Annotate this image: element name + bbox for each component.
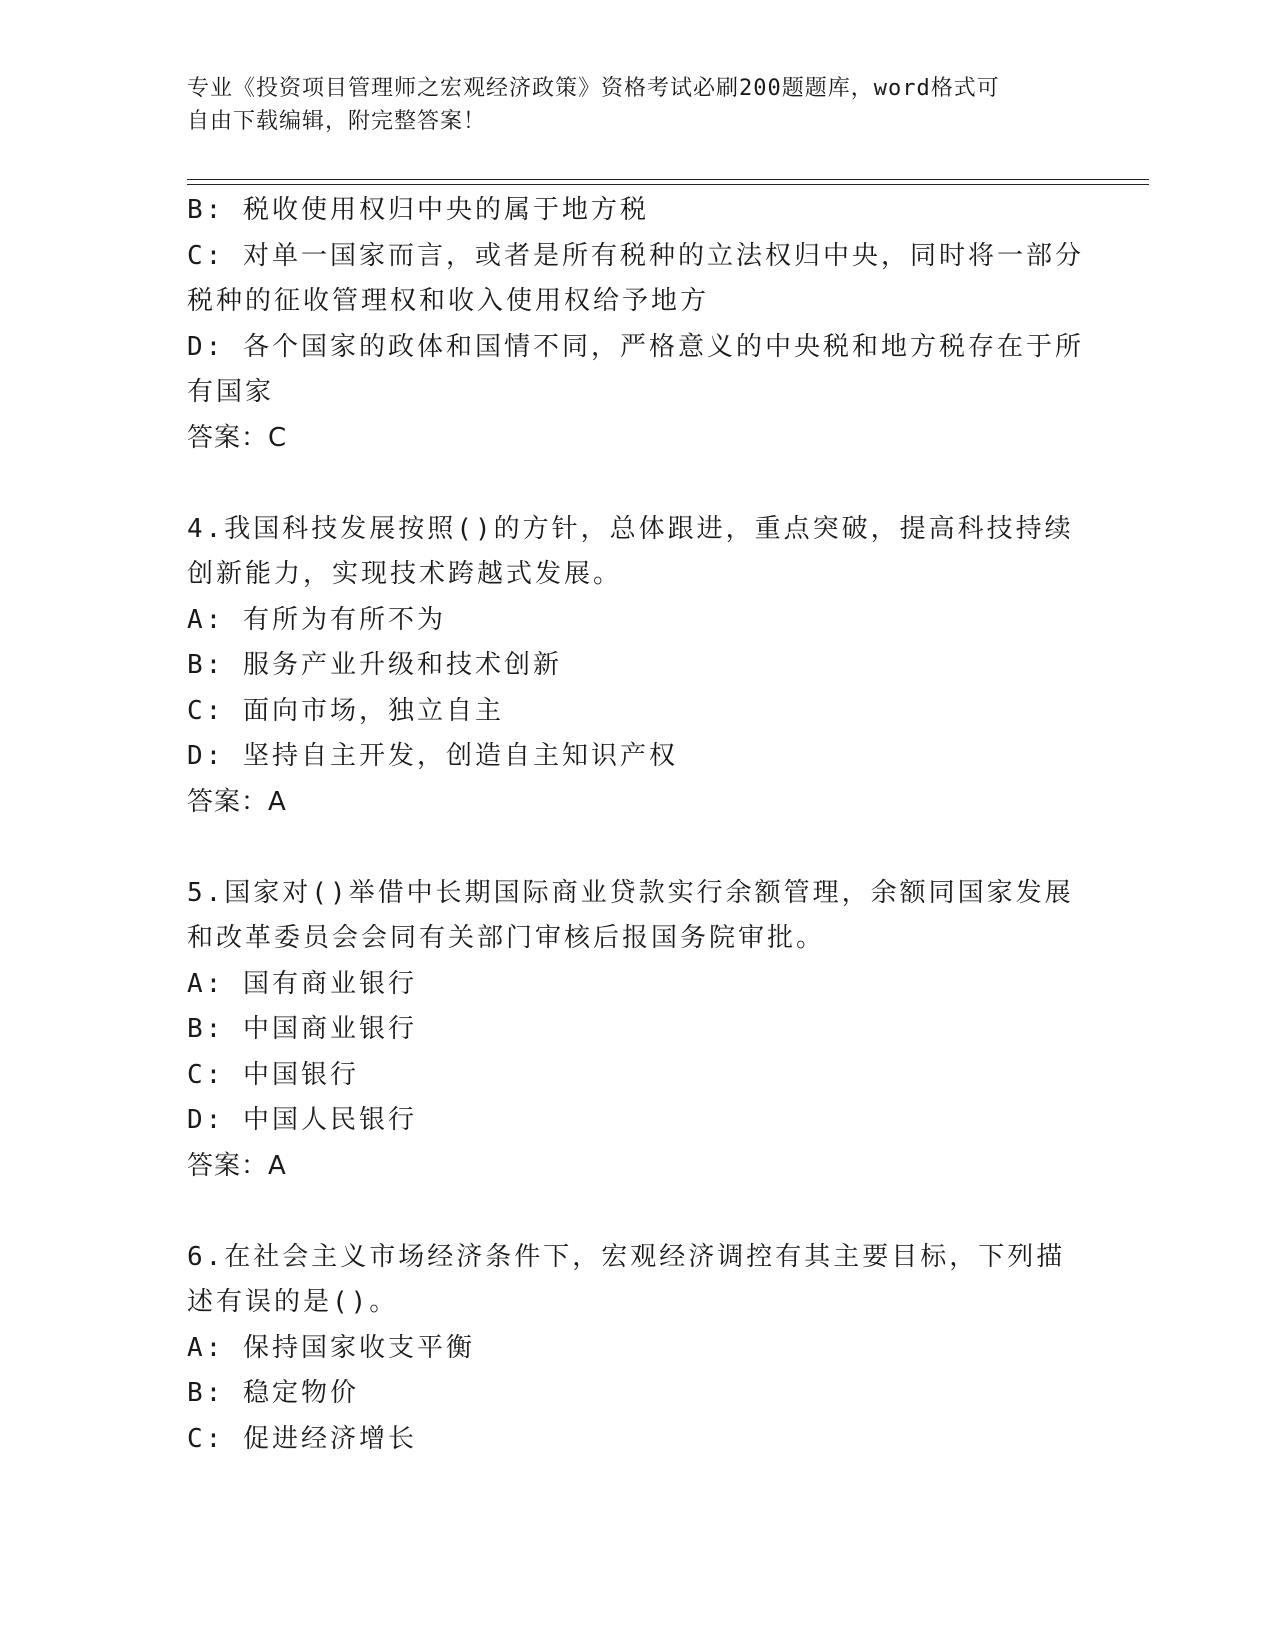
question-stem: 5.国家对()举借中长期国际商业贷款实行余额管理，余额同国家发展 <box>187 877 1074 908</box>
question-6 <box>187 1235 1087 1463</box>
option-b: B: 税收使用权归中央的属于地方税 <box>187 195 649 225</box>
option-b: B: 中国商业银行 <box>187 1014 417 1044</box>
option-d: D: 中国人民银行 <box>187 1105 417 1135</box>
document-header <box>187 72 1087 138</box>
spacer <box>187 825 1087 871</box>
question-list <box>187 188 1087 1462</box>
spacer <box>187 461 1087 507</box>
option-c: C: 促进经济增长 <box>187 1423 417 1454</box>
question-5 <box>187 871 1087 1190</box>
option-c: C: 对单一国家而言，或者是所有税种的立法权归中央，同时将一部分 <box>187 240 1084 271</box>
answer: 答案：C <box>187 422 288 453</box>
option-d: D: 坚持自主开发，创造自主知识产权 <box>187 741 678 771</box>
answer: 答案：A <box>187 786 287 817</box>
option-a: A: 有所为有所不为 <box>187 604 446 635</box>
header-divider-top <box>187 179 1149 180</box>
option-a: A: 国有商业银行 <box>187 968 417 999</box>
header-line-2: 自由下载编辑，附完整答案！ <box>187 109 487 134</box>
spacer <box>187 1189 1087 1235</box>
header-line-1: 专业《投资项目管理师之宏观经济政策》资格考试必刷200题题库，word格式可 <box>187 76 1000 101</box>
question-stem: 6.在社会主义市场经济条件下，宏观经济调控有其主要目标，下列描 <box>187 1241 1066 1272</box>
question-stem: 4.我国科技发展按照()的方针，总体跟进，重点突破，提高科技持续 <box>187 513 1074 544</box>
question-stem-continued: 述有误的是()。 <box>187 1287 399 1317</box>
option-d-continued: 有国家 <box>187 377 275 407</box>
question-stem-continued: 和改革委员会会同有关部门审核后报国务院审批。 <box>187 923 826 953</box>
option-b: B: 稳定物价 <box>187 1378 359 1408</box>
header-divider-bottom <box>187 184 1149 185</box>
question-4 <box>187 507 1087 826</box>
option-c-continued: 税种的征收管理权和收入使用权给予地方 <box>187 286 710 316</box>
option-c: C: 中国银行 <box>187 1059 359 1090</box>
option-b: B: 服务产业升级和技术创新 <box>187 650 562 680</box>
question-stem-continued: 创新能力，实现技术跨越式发展。 <box>187 559 623 589</box>
question-3-fragment <box>187 188 1087 461</box>
option-d: D: 各个国家的政体和国情不同，严格意义的中央税和地方税存在于所 <box>187 331 1084 362</box>
option-a: A: 保持国家收支平衡 <box>187 1332 475 1363</box>
option-c: C: 面向市场，独立自主 <box>187 695 504 726</box>
answer: 答案：A <box>187 1150 287 1181</box>
